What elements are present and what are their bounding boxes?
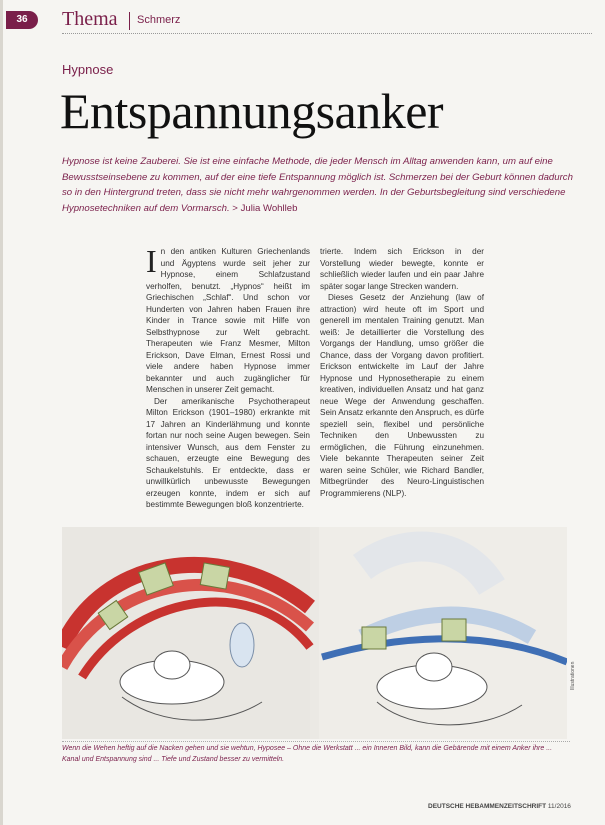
page-edge (0, 0, 3, 825)
photo-credit: Illustrationen (570, 661, 576, 690)
body-paragraph: trierte. Indem sich Erickson in der Vorstellung wieder bewegte, konnte er schließlich wieder laufen und ein paar Jahre später sogar lange Strecken wandern. (320, 247, 484, 291)
body-paragraph: Der amerikanische Psychotherapeut Milton Erickson (1901–1980) erkrankte mit 17 Jahren an Kinderlähmung und konnte fortan nur noch seine Augen bewegen. Sein intensiver Wunsch, aus dem Fenster zu schauen, erzeugte eine Bewegung des Schaukelstuhls. Er entdeckte, dass er unwillkürlich unbewusste Bewegungen erzeugen konnte, indem er sich auf bestimmte Bewegungen bloß konzentrierte. (146, 396, 310, 509)
green-patch (362, 627, 386, 649)
figure-caption: Wenn die Wehen heftig auf die Nacken gehen und sie wehtun, Hyposee – Ohne die Werkstatt ... ein Inneren Bild, kann die Gebärende mit einem Anker ihre ... Kanal und Entspannung sind ... Tiefe und Zustand besser zu vermitteln. (62, 745, 553, 763)
body-column-1 (146, 243, 310, 511)
blue-accent (230, 623, 254, 667)
article-headline: Entspannungsanker (60, 83, 444, 139)
header-rule (62, 33, 592, 34)
body-column-2 (320, 246, 484, 499)
article-kicker: Hypnose (62, 62, 114, 77)
article-lead (62, 154, 582, 216)
author-byline: > Julia Wohlleb (232, 202, 298, 214)
green-patch (442, 619, 466, 641)
paragraph-text: n den antiken Kulturen Griechenlands und Ägyptens wurde seit jeher zur Hypnose, einem Schlafzustand verholfen, benutzt. „Hypnos“ heißt im Griechischen „Schlaf“. Und schon vor Hunderten von Jahren haben Frauen ihre Kinder in Trance sowie mit Hilfe von Selbsthypnose zur Welt gebracht. Therapeuten wie Franz Mesmer, Milton Erickson, Dave Elman, Ernest Rossi und viele andere haben Hypnose immer bekannter und auch zugänglicher für Menschen in unserer Zeit gemacht. (146, 247, 310, 394)
footer (428, 803, 571, 810)
issue-number: 11/2016 (547, 803, 571, 810)
body-paragraph: Dieses Gesetz der Anziehung (law of attraction) wird heute oft im Sport und generell im mentalen Training genutzt. Man weiß: Je detaillierter die Vorstellung des Vorgangs der Handlung, umso größer die Chance, dass der Vorgang davon profitiert. Erickson entwickelte im Lauf der Jahre Hypnose und Hypnosetherapie zu einem kreativen, individuellen Ansatz und hat ganz neue Wege der Anwendung geschaffen. Sein Ansatz erkannte den Anspruch, es dürfe speziell sein, flexibel und persönliche Techniken den Unbewussten zu ermöglichen, die Führung einzunehmen. Viele bekannte Therapeuten seiner Zeit waren seine Schüler, wie Richard Bandler, Mitbegründer des Neuro-Linguistischen Programmierens (NLP). (320, 293, 484, 498)
lead-text: Hypnose ist keine Zauberei. Sie ist eine einfache Methode, die jeder Mensch im Alltag anwenden kann, um auf eine Bewusstseinsebene zu kommen, auf der eine tiefe Entspannung möglich ist. Schmerzen bei der Geburt können dadurch so in den Hintergrund treten, dass sie nicht mehr wahrgenommen werden. In der Geburtsbegleitung sind verschiedene Hypnosetechniken auf dem Vormarsch. (62, 156, 573, 214)
drop-cap: I (146, 243, 157, 279)
illustration-drawing (62, 527, 567, 739)
body-paragraph (146, 243, 310, 396)
magazine-name: DEUTSCHE HEBAMMENZEITSCHRIFT (428, 803, 547, 810)
caption-rule (62, 741, 570, 742)
illustration (62, 527, 567, 739)
green-patch (200, 563, 229, 589)
subsection-title: Schmerz (137, 14, 181, 26)
woman-head (416, 653, 452, 681)
woman-head (154, 651, 190, 679)
header-divider (129, 12, 130, 30)
section-title: Thema (62, 8, 118, 30)
page-number: 36 (6, 11, 38, 29)
